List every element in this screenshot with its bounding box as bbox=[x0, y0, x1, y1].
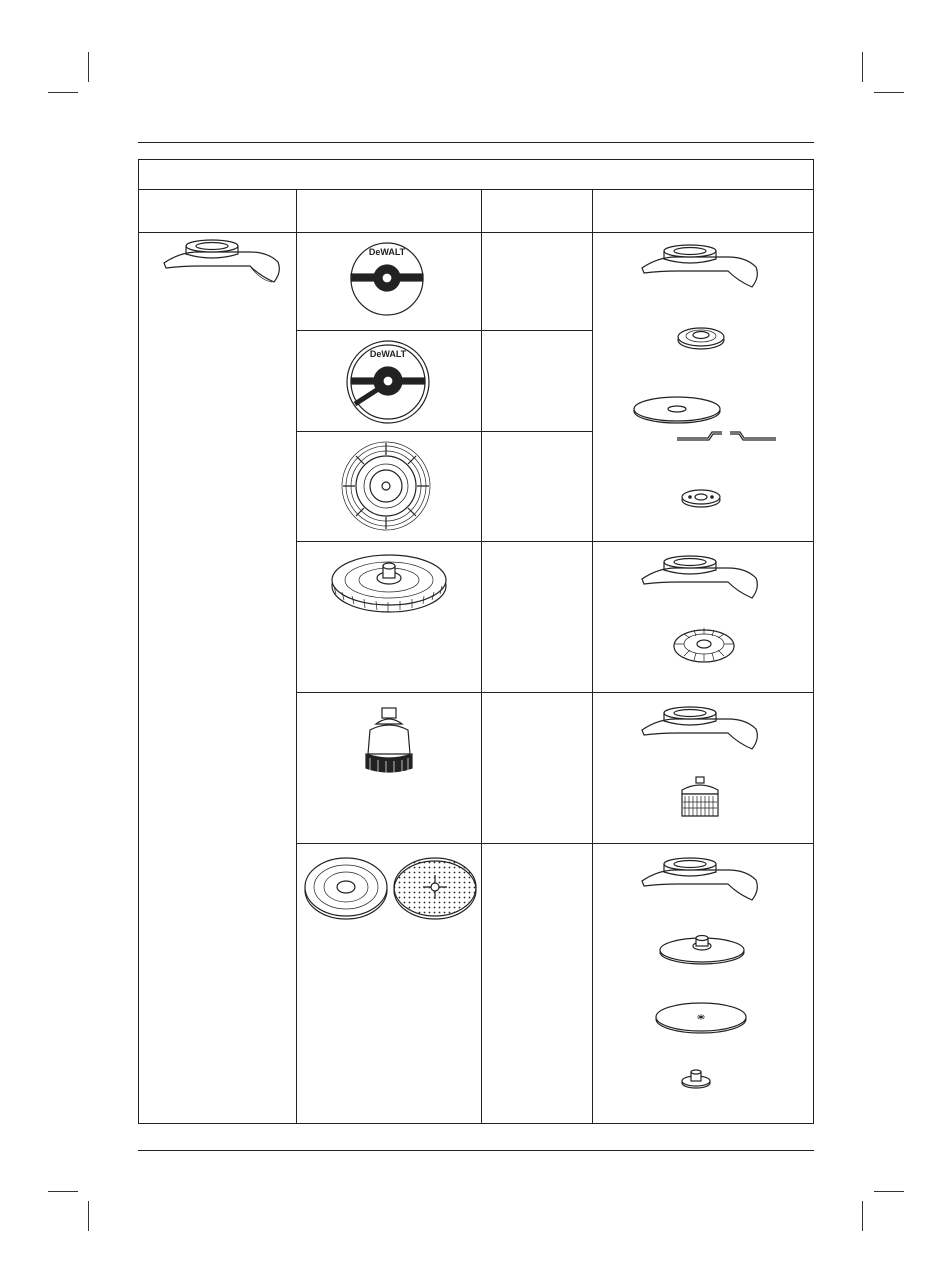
brand-logo-2: DeWALT bbox=[369, 349, 407, 359]
knotted-wire-wheel-illustration bbox=[330, 552, 448, 614]
crop-mark-bottom-left-v bbox=[88, 1201, 89, 1231]
row-divider-5 bbox=[296, 843, 813, 844]
guard-assembly-illustration-1 bbox=[638, 241, 762, 293]
diamond-wheel-illustration bbox=[343, 340, 433, 426]
row-divider-2 bbox=[296, 431, 592, 432]
footer-rule bbox=[138, 1150, 814, 1151]
small-clamp-nut-illustration bbox=[680, 1068, 712, 1090]
title-row-divider bbox=[139, 189, 813, 190]
row-divider-4 bbox=[296, 692, 813, 693]
brand-logo: DeWALT bbox=[368, 247, 406, 257]
disc-illustration bbox=[632, 395, 722, 425]
guard-illustration bbox=[160, 236, 284, 288]
row-divider-3 bbox=[296, 541, 813, 542]
guard-assembly-illustration-4 bbox=[638, 854, 762, 906]
crop-mark-top-left-h bbox=[48, 92, 78, 93]
guard-assembly-illustration-3 bbox=[638, 703, 762, 755]
crop-mark-bottom-right-h bbox=[874, 1191, 904, 1192]
crop-mark-top-left-v bbox=[88, 52, 89, 82]
small-backing-pad-illustration bbox=[658, 932, 746, 966]
crop-mark-top-right-h bbox=[874, 92, 904, 93]
small-cup-brush-illustration bbox=[678, 776, 722, 820]
backing-flange-illustration bbox=[676, 325, 726, 351]
small-wire-wheel-illustration bbox=[672, 626, 736, 664]
clamp-nut-illustration bbox=[680, 487, 722, 509]
disc-profile-illustration bbox=[676, 428, 778, 444]
crop-mark-bottom-left-h bbox=[48, 1191, 78, 1192]
column-divider-3 bbox=[592, 189, 593, 1123]
crop-mark-bottom-right-v bbox=[862, 1201, 863, 1231]
guard-assembly-illustration-2 bbox=[638, 552, 762, 604]
wire-cup-brush-illustration bbox=[362, 706, 416, 776]
crop-mark-top-right-v bbox=[862, 52, 863, 82]
small-sanding-disc-illustration bbox=[654, 1000, 748, 1036]
cut-off-wheel-illustration bbox=[345, 241, 429, 317]
sanding-disc-illustration bbox=[392, 855, 478, 921]
header-row-divider bbox=[139, 232, 813, 233]
backing-pad-illustration bbox=[303, 855, 389, 921]
header-rule bbox=[138, 142, 814, 143]
row-divider-1 bbox=[296, 330, 592, 331]
wire-wheel-illustration bbox=[340, 441, 432, 531]
